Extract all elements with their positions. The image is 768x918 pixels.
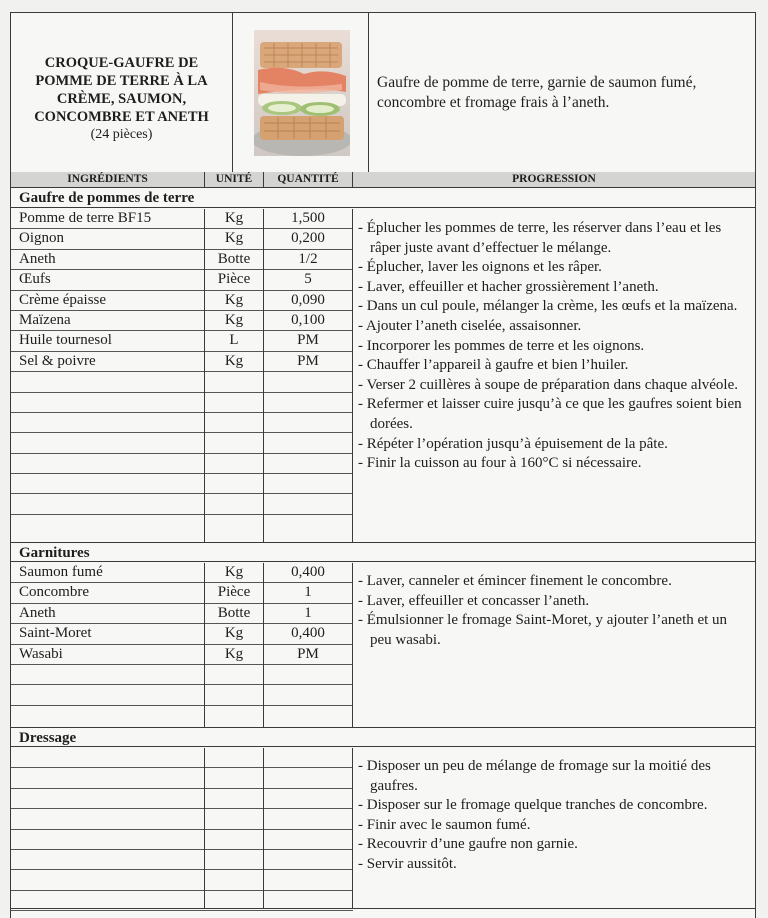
column-divider [204,209,205,542]
progression-step: - Ajouter l’aneth ciselée, assaisonner. [358,317,750,337]
ingredient-unit: Botte [217,604,251,621]
ingredient-row [11,250,353,270]
ingredient-row [11,706,353,726]
section-title: Dressage [11,727,755,747]
column-header-progression: PROGRESSION [512,173,596,185]
ingredient-row [11,685,353,705]
ingredient-unit: Kg [224,311,244,328]
ingredient-unit: Kg [224,291,244,308]
ingredient-name: Oignon [19,230,64,247]
ingredient-row [11,229,353,249]
recipe-title [11,13,233,172]
ingredient-row [11,604,353,624]
ingredient-quantity: 0,400 [291,625,325,642]
ingredient-row [11,645,353,665]
ingredient-row [11,830,353,850]
column-header-ingredients: INGRÉDIENTS [11,172,205,187]
column-divider [204,748,205,908]
ingredient-unit: Kg [224,645,244,662]
ingredient-quantity: PM [297,352,319,369]
ingredient-unit: Pièce [217,271,251,288]
ingredient-unit: Kg [224,352,244,369]
ingredient-row [11,665,353,685]
ingredient-quantity: 0,200 [291,230,325,247]
ingredient-row [11,311,353,331]
recipe-header [11,13,755,173]
ingredient-quantity: 0,100 [291,311,325,328]
ingredient-quantity: 1/2 [298,250,318,267]
progression-step: - Éplucher, laver les oignons et les râper. [358,258,750,278]
ingredient-unit: L [229,332,239,349]
progression-step: - Disposer sur le fromage quelque tranches de concombre. [358,796,750,816]
progression-step: - Laver, effeuiller et hacher grossièrement l’aneth. [358,278,750,298]
column-divider [263,563,264,727]
ingredient-name: Aneth [19,604,56,621]
ingredient-unit: Kg [224,230,244,247]
ingredient-row [11,291,353,311]
progression-steps [358,757,750,875]
ingredient-name: Wasabi [19,645,63,662]
column-divider [352,209,353,542]
section-title: Garnitures [11,542,755,562]
progression-step: - Répéter l’opération jusqu’à épuisement de la pâte. [358,435,750,455]
title-line: CRÈME, SAUMON, [56,90,187,107]
progression-step: - Finir avec le saumon fumé. [358,816,750,836]
ingredient-row [11,768,353,788]
progression-step: - Dans un cul poule, mélanger la crème, les œufs et la maïzena. [358,297,750,317]
ingredient-row [11,393,353,413]
ingredient-name: Maïzena [19,311,71,328]
ingredient-row [11,583,353,603]
column-header-unit: UNITÉ [205,172,264,187]
ingredient-row [11,515,353,535]
column-divider [352,563,353,727]
ingredient-quantity: 1,500 [291,210,325,226]
column-headers [11,172,755,188]
progression-steps [358,572,750,650]
recipe-description: Gaufre de pomme de terre, garnie de saumon fumé, concombre et fromage frais à l’aneth. [377,73,697,111]
progression-step: - Laver, canneler et émincer finement le concombre. [358,572,750,592]
column-header-quantity: QUANTITÉ [264,172,353,187]
progression-step: - Émulsionner le fromage Saint-Moret, y ajouter l’aneth et un peu wasabi. [358,611,750,650]
ingredient-quantity: PM [297,645,319,662]
ingredient-name: Œufs [19,271,51,288]
ingredient-row [11,850,353,870]
ingredient-row [11,270,353,290]
ingredient-quantity: 5 [304,271,312,288]
progression-step: - Chauffer l’appareil à gaufre et bien l’huiler. [358,356,750,376]
croque-gaufre-photo [254,30,350,156]
ingredient-list [11,209,353,535]
progression-step: - Finir la cuisson au four à 160°C si nécessaire. [358,454,750,474]
ingredient-name: Sel & poivre [19,352,96,369]
ingredient-row [11,870,353,890]
portions: (24 pièces) [90,126,153,142]
ingredient-row [11,331,353,351]
column-divider [352,748,353,908]
progression-step: - Recouvrir d’une gaufre non garnie. [358,835,750,855]
title-line: CROQUE-GAUFRE DE [44,54,199,71]
ingredient-unit: Kg [224,625,244,642]
ingredient-row [11,624,353,644]
ingredient-row [11,474,353,494]
ingredient-row [11,748,353,768]
ingredient-quantity: 1 [304,584,312,601]
ingredient-row [11,209,353,229]
table-bottom-border [11,908,755,909]
title-line: CONCOMBRE ET ANETH [34,108,209,125]
progression-steps [358,219,750,474]
ingredient-row [11,494,353,514]
column-divider [204,563,205,727]
column-divider [263,209,264,542]
ingredient-row [11,413,353,433]
ingredient-unit: Kg [224,564,244,580]
ingredient-name: Saint-Moret [19,625,92,642]
ingredient-quantity: 0,400 [291,564,325,580]
progression-step: - Disposer un peu de mélange de fromage sur la moitié des gaufres. [358,757,750,796]
ingredient-list [11,748,353,911]
ingredient-row [11,563,353,583]
ingredient-list [11,563,353,726]
ingredient-name: Saumon fumé [19,564,103,580]
ingredient-name: Concombre [19,584,89,601]
progression-step: - Refermer et laisser cuire jusqu’à ce que les gaufres soient bien dorées. [358,395,750,434]
ingredient-row [11,372,353,392]
title-line: POMME DE TERRE À LA [35,72,208,89]
ingredient-name: Crème épaisse [19,291,107,308]
ingredient-quantity: 0,090 [291,291,325,308]
ingredient-quantity: 1 [304,604,312,621]
progression-step: - Verser 2 cuillères à soupe de préparation dans chaque alvéole. [358,376,750,396]
ingredient-unit: Kg [224,210,244,226]
progression-step: - Servir aussitôt. [358,855,750,875]
ingredient-row [11,433,353,453]
ingredient-row [11,789,353,809]
ingredient-unit: Botte [217,250,251,267]
column-divider [263,748,264,908]
ingredient-name: Pomme de terre BF15 [19,210,152,226]
recipe-sheet [10,12,756,918]
ingredient-quantity: PM [297,332,319,349]
ingredient-row [11,352,353,372]
ingredient-unit: Pièce [217,584,251,601]
ingredient-name: Aneth [19,250,56,267]
ingredient-name: Huile tournesol [19,332,112,349]
ingredient-row [11,454,353,474]
recipe-photo-cell [234,13,369,172]
progression-step: - Incorporer les pommes de terre et les oignons. [358,337,750,357]
progression-step: - Éplucher les pommes de terre, les réserver dans l’eau et les râper juste avant d’effectuer le mélange. [358,219,750,258]
section-title: Gaufre de pommes de terre [11,188,755,208]
progression-step: - Laver, effeuiller et concasser l’aneth. [358,592,750,612]
ingredient-row [11,809,353,829]
